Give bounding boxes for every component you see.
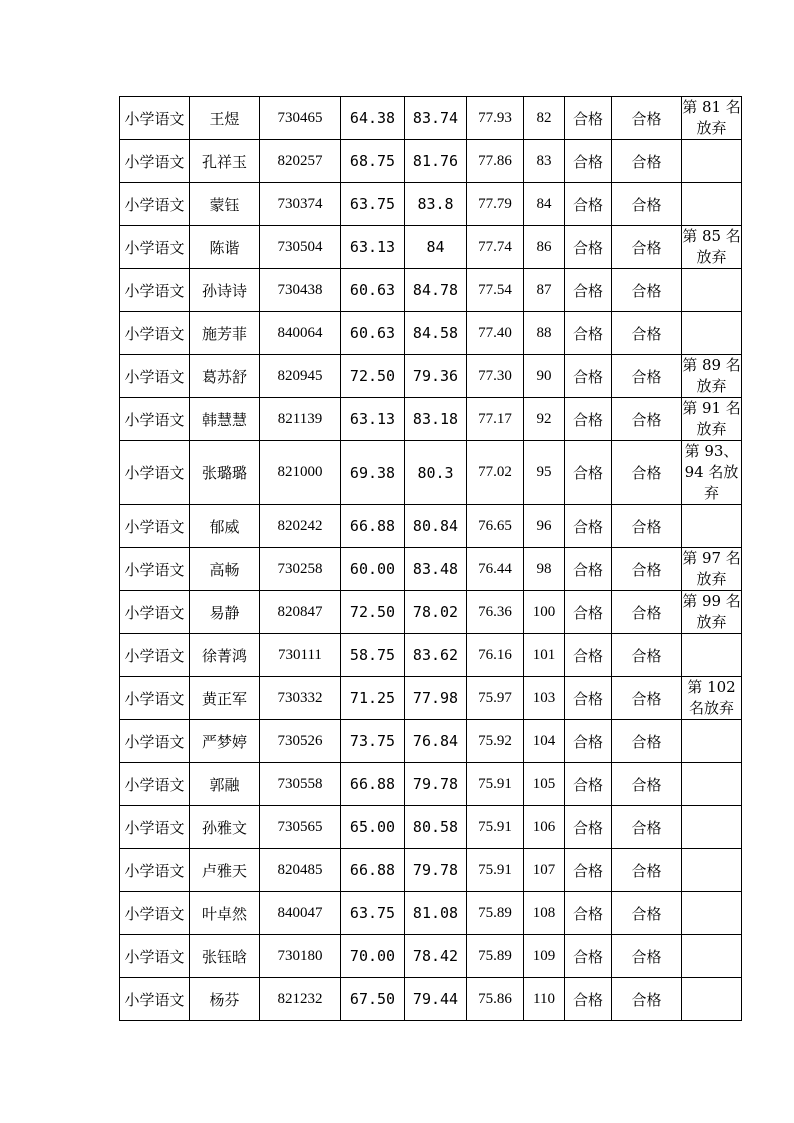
total-score-cell: 77.93 [467,97,524,140]
exam-id-cell: 730180 [260,935,341,978]
table-row [120,97,742,140]
physical-exam-cell: 合格 [612,505,682,548]
physical-exam-cell: 合格 [612,398,682,441]
note-cell: 第 91 名放弃 [682,398,742,441]
written-score-cell: 60.63 [341,312,405,355]
physical-exam-cell: 合格 [612,269,682,312]
total-score-cell: 77.02 [467,441,524,505]
rank-cell: 87 [524,269,565,312]
written-score-cell: 63.13 [341,226,405,269]
qualification-check-cell: 合格 [565,634,612,677]
note-cell [682,720,742,763]
table-row [120,441,742,505]
qualification-check-cell: 合格 [565,720,612,763]
name-cell: 王煜 [190,97,260,140]
name-cell: 孔祥玉 [190,140,260,183]
qualification-check-cell: 合格 [565,140,612,183]
physical-exam-cell: 合格 [612,548,682,591]
table-row [120,312,742,355]
exam-id-cell: 730504 [260,226,341,269]
name-cell: 韩慧慧 [190,398,260,441]
table-row [120,892,742,935]
subject-cell: 小学语文 [120,763,190,806]
physical-exam-cell: 合格 [612,634,682,677]
name-cell: 张璐璐 [190,441,260,505]
exam-id-cell: 730111 [260,634,341,677]
exam-id-cell: 840047 [260,892,341,935]
interview-score-cell: 83.48 [405,548,467,591]
table-row [120,720,742,763]
written-score-cell: 68.75 [341,140,405,183]
interview-score-cell: 79.78 [405,849,467,892]
physical-exam-cell: 合格 [612,978,682,1021]
rank-cell: 101 [524,634,565,677]
interview-score-cell: 83.18 [405,398,467,441]
table-row [120,140,742,183]
written-score-cell: 71.25 [341,677,405,720]
exam-id-cell: 820485 [260,849,341,892]
subject-cell: 小学语文 [120,312,190,355]
written-score-cell: 58.75 [341,634,405,677]
table-body [120,97,742,1021]
subject-cell: 小学语文 [120,548,190,591]
qualification-check-cell: 合格 [565,849,612,892]
qualification-check-cell: 合格 [565,935,612,978]
name-cell: 徐菁鸿 [190,634,260,677]
note-cell: 第 97 名放弃 [682,548,742,591]
subject-cell: 小学语文 [120,97,190,140]
note-cell [682,505,742,548]
written-score-cell: 72.50 [341,591,405,634]
subject-cell: 小学语文 [120,634,190,677]
interview-score-cell: 79.78 [405,763,467,806]
note-cell: 第 102 名放弃 [682,677,742,720]
physical-exam-cell: 合格 [612,806,682,849]
exam-id-cell: 840064 [260,312,341,355]
exam-id-cell: 820257 [260,140,341,183]
subject-cell: 小学语文 [120,355,190,398]
rank-cell: 107 [524,849,565,892]
rank-cell: 82 [524,97,565,140]
qualification-check-cell: 合格 [565,226,612,269]
exam-id-cell: 821139 [260,398,341,441]
exam-id-cell: 730558 [260,763,341,806]
physical-exam-cell: 合格 [612,720,682,763]
exam-id-cell: 730374 [260,183,341,226]
written-score-cell: 66.88 [341,505,405,548]
written-score-cell: 70.00 [341,935,405,978]
interview-score-cell: 78.42 [405,935,467,978]
note-cell [682,806,742,849]
qualification-check-cell: 合格 [565,763,612,806]
total-score-cell: 77.79 [467,183,524,226]
written-score-cell: 63.13 [341,398,405,441]
written-score-cell: 66.88 [341,763,405,806]
note-cell [682,312,742,355]
qualification-check-cell: 合格 [565,398,612,441]
exam-id-cell: 730465 [260,97,341,140]
exam-id-cell: 821000 [260,441,341,505]
exam-id-cell: 730565 [260,806,341,849]
results-table [119,96,742,1021]
written-score-cell: 72.50 [341,355,405,398]
table-row [120,269,742,312]
interview-score-cell: 80.58 [405,806,467,849]
subject-cell: 小学语文 [120,677,190,720]
table-row [120,978,742,1021]
rank-cell: 108 [524,892,565,935]
physical-exam-cell: 合格 [612,312,682,355]
physical-exam-cell: 合格 [612,892,682,935]
interview-score-cell: 83.74 [405,97,467,140]
rank-cell: 83 [524,140,565,183]
total-score-cell: 75.91 [467,806,524,849]
table-row [120,935,742,978]
table-row [120,355,742,398]
name-cell: 葛苏舒 [190,355,260,398]
rank-cell: 104 [524,720,565,763]
rank-cell: 95 [524,441,565,505]
subject-cell: 小学语文 [120,892,190,935]
interview-score-cell: 80.3 [405,441,467,505]
written-score-cell: 65.00 [341,806,405,849]
qualification-check-cell: 合格 [565,183,612,226]
rank-cell: 100 [524,591,565,634]
table-row [120,505,742,548]
written-score-cell: 63.75 [341,892,405,935]
exam-id-cell: 730526 [260,720,341,763]
subject-cell: 小学语文 [120,591,190,634]
total-score-cell: 77.74 [467,226,524,269]
subject-cell: 小学语文 [120,183,190,226]
name-cell: 张钰晗 [190,935,260,978]
physical-exam-cell: 合格 [612,183,682,226]
physical-exam-cell: 合格 [612,591,682,634]
exam-id-cell: 820847 [260,591,341,634]
exam-id-cell: 821232 [260,978,341,1021]
rank-cell: 110 [524,978,565,1021]
qualification-check-cell: 合格 [565,312,612,355]
name-cell: 陈谐 [190,226,260,269]
total-score-cell: 75.91 [467,849,524,892]
interview-score-cell: 80.84 [405,505,467,548]
interview-score-cell: 84.78 [405,269,467,312]
name-cell: 高畅 [190,548,260,591]
name-cell: 黄正军 [190,677,260,720]
rank-cell: 86 [524,226,565,269]
interview-score-cell: 76.84 [405,720,467,763]
name-cell: 孙雅文 [190,806,260,849]
note-cell [682,935,742,978]
rank-cell: 103 [524,677,565,720]
note-cell [682,634,742,677]
name-cell: 郁威 [190,505,260,548]
name-cell: 孙诗诗 [190,269,260,312]
exam-id-cell: 820945 [260,355,341,398]
total-score-cell: 76.16 [467,634,524,677]
rank-cell: 88 [524,312,565,355]
total-score-cell: 77.30 [467,355,524,398]
note-cell [682,140,742,183]
written-score-cell: 67.50 [341,978,405,1021]
exam-id-cell: 730438 [260,269,341,312]
subject-cell: 小学语文 [120,505,190,548]
name-cell: 施芳菲 [190,312,260,355]
table-row [120,806,742,849]
total-score-cell: 75.91 [467,763,524,806]
total-score-cell: 77.54 [467,269,524,312]
subject-cell: 小学语文 [120,398,190,441]
total-score-cell: 76.65 [467,505,524,548]
physical-exam-cell: 合格 [612,355,682,398]
exam-id-cell: 730258 [260,548,341,591]
name-cell: 严梦婷 [190,720,260,763]
physical-exam-cell: 合格 [612,140,682,183]
name-cell: 郭融 [190,763,260,806]
name-cell: 杨芬 [190,978,260,1021]
note-cell [682,892,742,935]
note-cell: 第 85 名放弃 [682,226,742,269]
qualification-check-cell: 合格 [565,806,612,849]
total-score-cell: 75.86 [467,978,524,1021]
note-cell: 第 89 名放弃 [682,355,742,398]
physical-exam-cell: 合格 [612,935,682,978]
exam-id-cell: 820242 [260,505,341,548]
subject-cell: 小学语文 [120,935,190,978]
table-row [120,634,742,677]
note-cell: 第 81 名放弃 [682,97,742,140]
written-score-cell: 63.75 [341,183,405,226]
total-score-cell: 77.86 [467,140,524,183]
total-score-cell: 76.36 [467,591,524,634]
subject-cell: 小学语文 [120,978,190,1021]
qualification-check-cell: 合格 [565,978,612,1021]
total-score-cell: 77.40 [467,312,524,355]
rank-cell: 109 [524,935,565,978]
interview-score-cell: 79.44 [405,978,467,1021]
exam-id-cell: 730332 [260,677,341,720]
written-score-cell: 60.00 [341,548,405,591]
subject-cell: 小学语文 [120,269,190,312]
qualification-check-cell: 合格 [565,441,612,505]
interview-score-cell: 77.98 [405,677,467,720]
note-cell: 第 99 名放弃 [682,591,742,634]
rank-cell: 96 [524,505,565,548]
note-cell [682,269,742,312]
total-score-cell: 76.44 [467,548,524,591]
subject-cell: 小学语文 [120,720,190,763]
physical-exam-cell: 合格 [612,763,682,806]
table-row [120,677,742,720]
written-score-cell: 66.88 [341,849,405,892]
table-row [120,183,742,226]
table-row [120,591,742,634]
interview-score-cell: 84.58 [405,312,467,355]
note-cell [682,763,742,806]
qualification-check-cell: 合格 [565,892,612,935]
interview-score-cell: 78.02 [405,591,467,634]
rank-cell: 98 [524,548,565,591]
rank-cell: 84 [524,183,565,226]
note-cell [682,183,742,226]
physical-exam-cell: 合格 [612,849,682,892]
rank-cell: 106 [524,806,565,849]
rank-cell: 90 [524,355,565,398]
table-row [120,548,742,591]
table-row [120,849,742,892]
total-score-cell: 75.92 [467,720,524,763]
note-cell [682,849,742,892]
subject-cell: 小学语文 [120,140,190,183]
interview-score-cell: 84 [405,226,467,269]
qualification-check-cell: 合格 [565,97,612,140]
table-row [120,226,742,269]
total-score-cell: 75.89 [467,935,524,978]
table-row [120,763,742,806]
physical-exam-cell: 合格 [612,441,682,505]
physical-exam-cell: 合格 [612,677,682,720]
note-cell [682,978,742,1021]
written-score-cell: 73.75 [341,720,405,763]
qualification-check-cell: 合格 [565,677,612,720]
subject-cell: 小学语文 [120,441,190,505]
total-score-cell: 77.17 [467,398,524,441]
qualification-check-cell: 合格 [565,505,612,548]
interview-score-cell: 79.36 [405,355,467,398]
interview-score-cell: 83.8 [405,183,467,226]
qualification-check-cell: 合格 [565,548,612,591]
subject-cell: 小学语文 [120,849,190,892]
interview-score-cell: 81.76 [405,140,467,183]
total-score-cell: 75.97 [467,677,524,720]
subject-cell: 小学语文 [120,806,190,849]
qualification-check-cell: 合格 [565,591,612,634]
written-score-cell: 60.63 [341,269,405,312]
name-cell: 易静 [190,591,260,634]
interview-score-cell: 83.62 [405,634,467,677]
qualification-check-cell: 合格 [565,269,612,312]
interview-score-cell: 81.08 [405,892,467,935]
rank-cell: 92 [524,398,565,441]
name-cell: 蒙钰 [190,183,260,226]
physical-exam-cell: 合格 [612,97,682,140]
name-cell: 叶卓然 [190,892,260,935]
written-score-cell: 64.38 [341,97,405,140]
physical-exam-cell: 合格 [612,226,682,269]
rank-cell: 105 [524,763,565,806]
qualification-check-cell: 合格 [565,355,612,398]
table-row [120,398,742,441]
name-cell: 卢雅天 [190,849,260,892]
written-score-cell: 69.38 [341,441,405,505]
subject-cell: 小学语文 [120,226,190,269]
total-score-cell: 75.89 [467,892,524,935]
note-cell: 第 93、94 名放弃 [682,441,742,505]
